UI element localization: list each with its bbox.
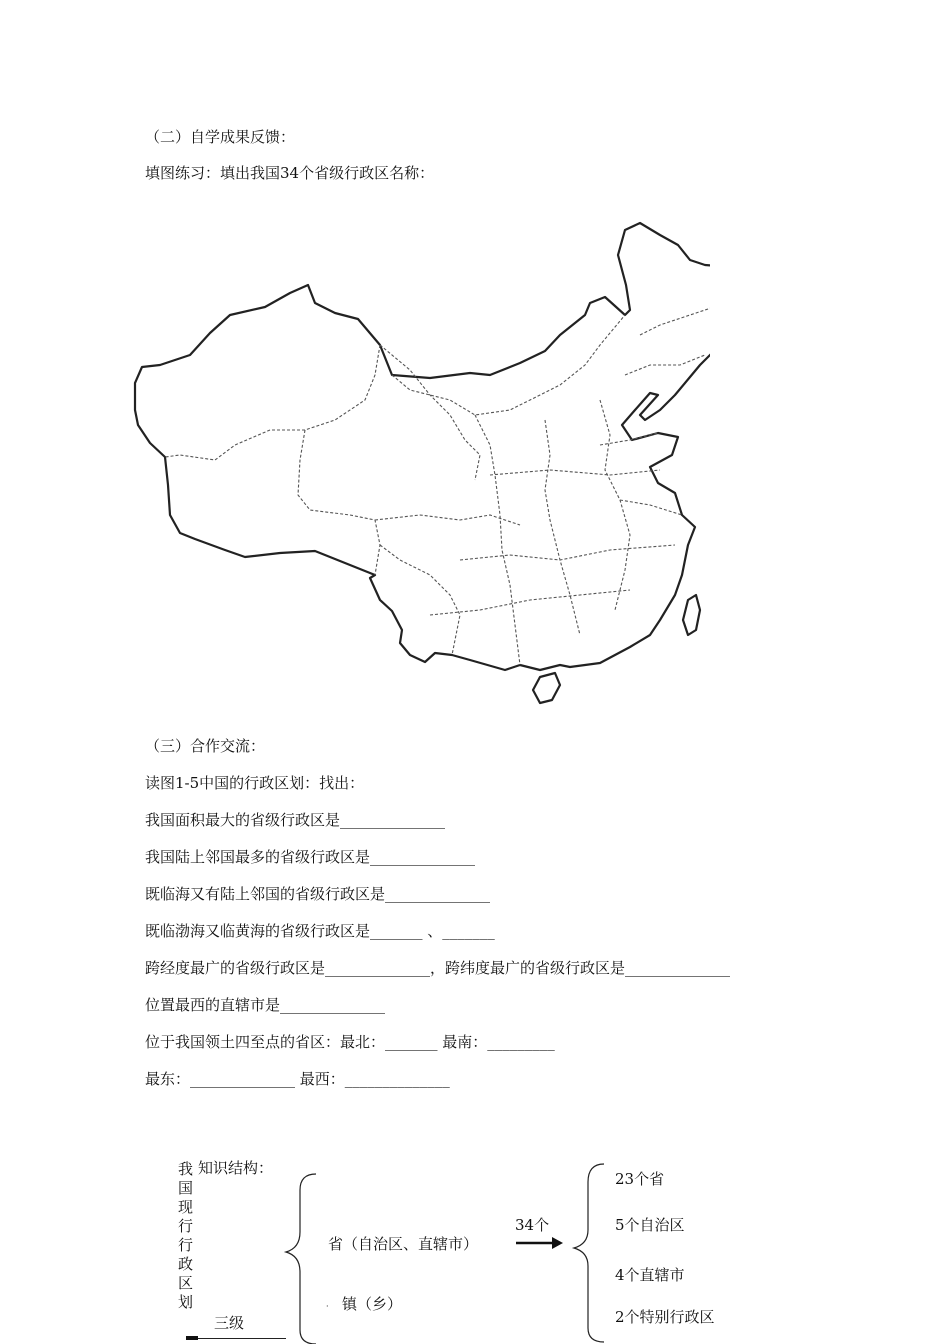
question-2: 我国陆上邻国最多的省级行政区是______________: [145, 848, 476, 866]
section3-heading: （三）合作交流：: [145, 737, 266, 755]
section2-heading: （二）自学成果反馈：: [145, 128, 296, 146]
question-3: 既临海又有陆上邻国的省级行政区是______________: [145, 885, 491, 903]
question-5: 跨经度最广的省级行政区是______________，跨纬度最广的省级行政区是______________: [145, 959, 731, 977]
structure-heading: 知识结构：: [198, 1159, 274, 1177]
question-7: 位于我国领土四至点的省区：最北：_______ 最南：_________: [145, 1033, 555, 1051]
left-brace: [280, 1170, 320, 1344]
subdivision-municipalities: 4个直辖市: [615, 1266, 685, 1284]
count-label: 34个: [515, 1216, 550, 1234]
china-outline-map: [130, 215, 710, 715]
subdivision-sars: 2个特别行政区: [615, 1308, 715, 1326]
question-6: 位置最西的直辖市是______________: [145, 996, 386, 1014]
level-label: 三级: [214, 1314, 245, 1332]
map-instruction: 填图练习：填出我国34个省级行政区名称：: [145, 164, 435, 182]
right-brace: [570, 1160, 610, 1344]
section3-intro: 读图1-5中国的行政区划：找出：: [145, 774, 365, 792]
question-4: 既临渤海又临黄海的省级行政区是_______ 、_______: [145, 922, 495, 940]
branch-province: 省（自治区、直辖市）: [328, 1235, 479, 1253]
mainland-outline: [135, 223, 710, 670]
branch-dot: ·: [326, 1302, 329, 1311]
subdivision-provinces: 23个省: [615, 1170, 665, 1188]
underline-mark: [186, 1336, 198, 1340]
arrow-right-icon: [516, 1236, 564, 1250]
branch-town: 镇（乡）: [342, 1295, 403, 1313]
taiwan-outline: [683, 595, 700, 635]
vertical-title-text: 我国现行行政区划: [178, 1160, 194, 1311]
vertical-title: [178, 1160, 196, 1312]
underline-blank: [186, 1338, 286, 1339]
question-1: 我国面积最大的省级行政区是______________: [145, 811, 446, 829]
question-8: 最东：______________ 最西：______________: [145, 1070, 450, 1088]
subdivision-autonomous-regions: 5个自治区: [615, 1216, 685, 1234]
hainan-outline: [533, 673, 560, 703]
